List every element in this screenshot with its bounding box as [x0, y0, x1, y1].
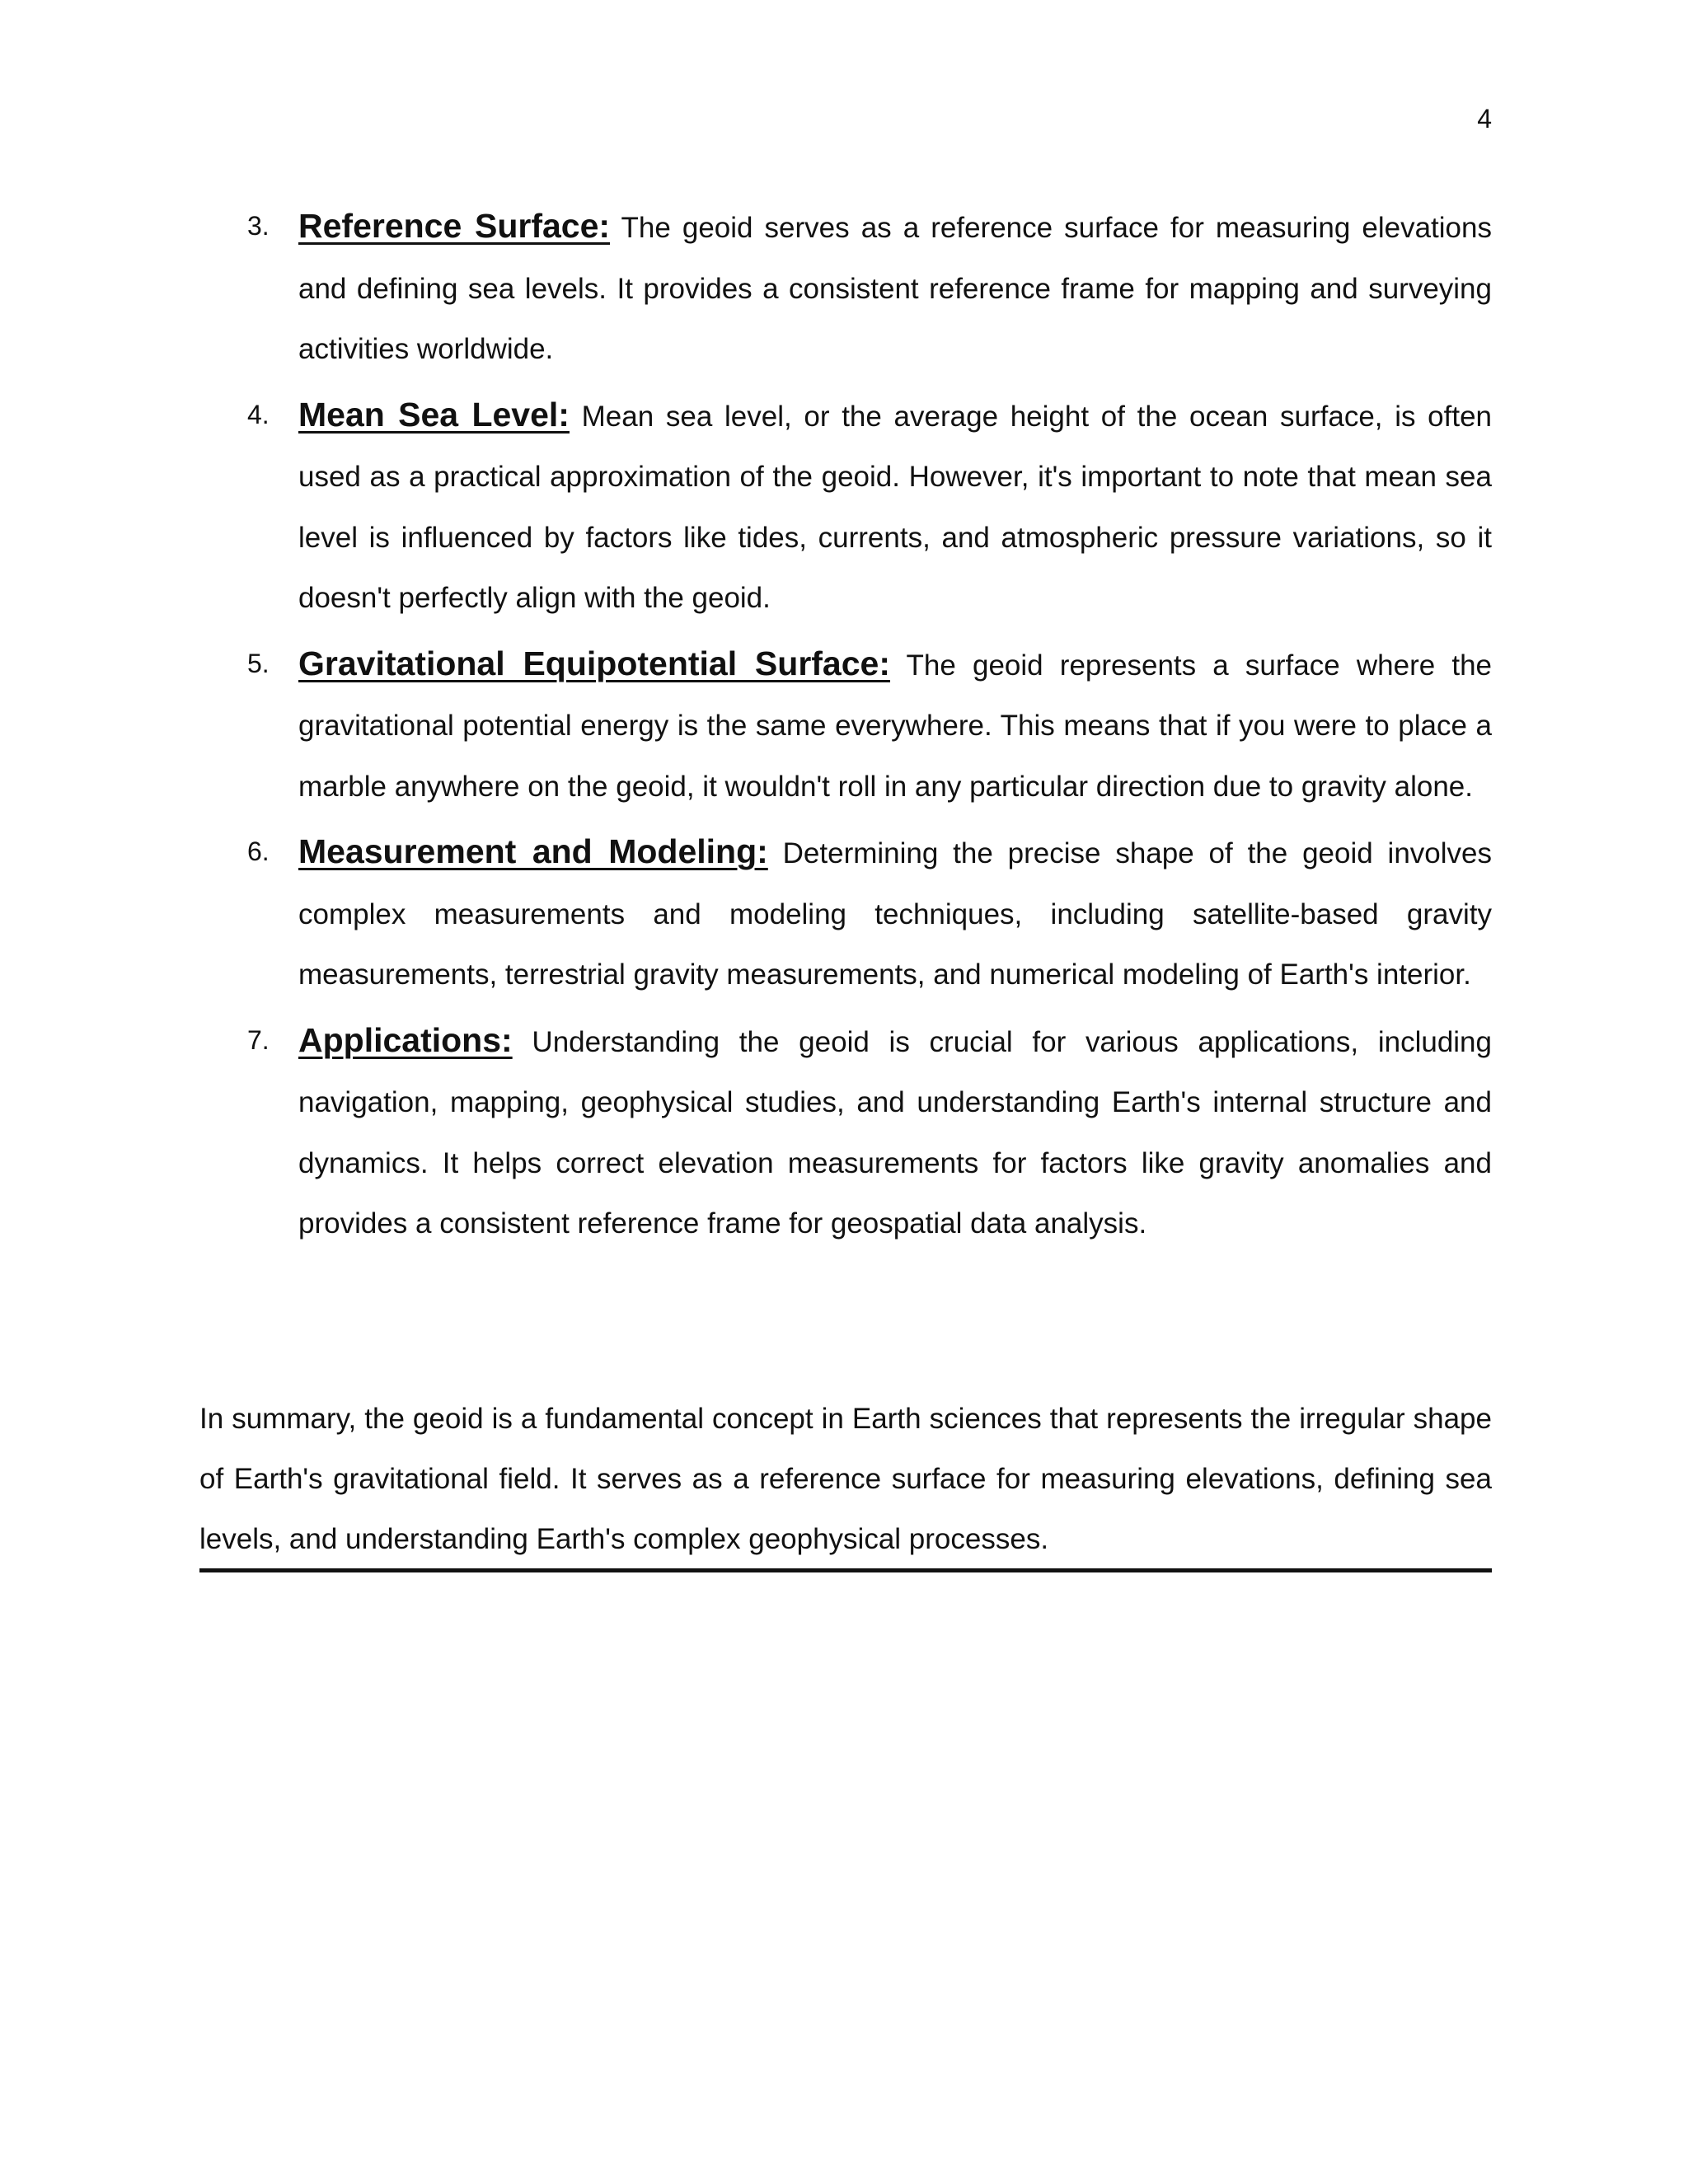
list-item-number: 5.: [247, 648, 270, 678]
list-item-heading: Gravitational Equipotential Surface:: [298, 644, 890, 682]
list-item-heading: Measurement and Modeling:: [298, 832, 768, 870]
list-item-number: 7.: [247, 1024, 270, 1055]
list-item: [239, 634, 1492, 818]
list-item-heading: Applications:: [298, 1020, 513, 1059]
list-item: [239, 822, 1492, 1005]
list-item-text: Understanding the geoid is crucial for various applications, including navigation, mapping, geophysical studies, and understanding Earth's internal structure and dynamics. It helps correct elevation measurements for factors like gravity anomalies and provides a consistent reference frame for geospatial data analysis.: [298, 1025, 1492, 1240]
list-item-number: 3.: [247, 211, 270, 241]
list-item: [239, 1010, 1492, 1254]
list-item-heading: Mean Sea Level:: [298, 395, 570, 434]
list-item-text: The geoid represents a surface where the gravitational potential energy is the same everywhere. This means that if you were to place a marble anywhere on the geoid, it wouldn't roll in any particular direction due to gravity alone.: [298, 649, 1493, 803]
list-item-text: The geoid serves as a reference surface for measuring elevations and defining sea levels. It provides a consistent reference frame for mapping and surveying activities worldwide.: [298, 212, 1492, 365]
numbered-list: [239, 196, 1492, 1259]
list-item: [239, 196, 1492, 380]
horizontal-rule: [199, 1568, 1492, 1572]
list-item-text: Mean sea level, or the average height of the ocean surface, is often used as a practical approximation of the geoid. However, it's important to note that mean sea level is influenced by factors like tides, currents, and atmospheric pressure variations, so it doesn't perfectly align with the geoid.: [298, 400, 1493, 614]
page-number: 4: [1477, 104, 1492, 134]
list-item-heading: Reference Surface:: [298, 207, 611, 245]
list-item-text: Determining the precise shape of the geoid involves complex measurements and modeling techniques, including satellite-based gravity measurements, terrestrial gravity measurements, and numerical modeling of Earth's interior.: [298, 837, 1492, 991]
summary-paragraph: In summary, the geoid is a fundamental concept in Earth sciences that represents the irregular shape of Earth's gravitational field. It serves as a reference surface for measuring elevations, defining sea levels, and understanding Earth's complex geophysical processes.: [199, 1403, 1492, 1555]
list-item-number: 6.: [247, 837, 270, 866]
list-item: [239, 385, 1492, 629]
list-item-number: 4.: [247, 399, 270, 429]
